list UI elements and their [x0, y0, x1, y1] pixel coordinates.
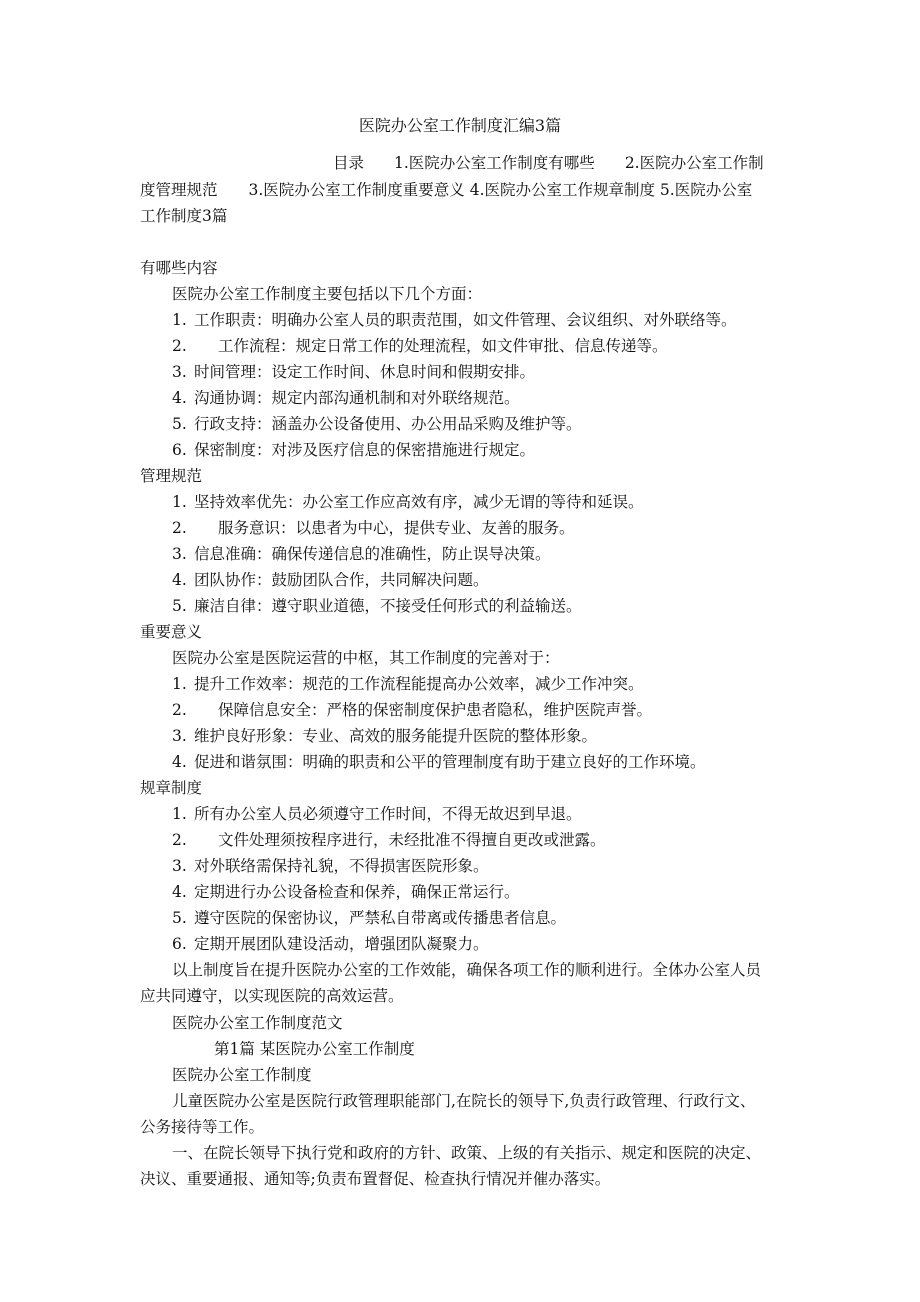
- paragraph-1-line-1: 儿童医院办公室是医院行政管理职能部门,在院长的领导下,负责行政管理、行政行文、: [172, 1092, 756, 1110]
- item-text: 行政支持：涵盖办公设备使用、办公用品采购及维护等。: [194, 415, 582, 433]
- list-item: [172, 596, 582, 616]
- item-number: 1.: [172, 805, 187, 823]
- list-item: [172, 388, 520, 408]
- part-title: 第1篇 某医院办公室工作制度: [214, 1040, 415, 1058]
- item-number: 1.: [172, 493, 187, 511]
- item-number: 4.: [172, 571, 187, 589]
- toc-label: 目录: [333, 154, 365, 172]
- section-heading-rules: 规章制度: [140, 779, 203, 797]
- item-text: 对外联络需保持礼貌，不得损害医院形象。: [194, 857, 489, 875]
- item-number: 6.: [172, 441, 187, 459]
- item-number: 2.: [172, 831, 187, 849]
- toc-line-1: [333, 153, 764, 173]
- summary-line-2: 应共同遵守，以实现医院的高效运营。: [140, 987, 404, 1005]
- list-item: [172, 856, 489, 876]
- list-item: [172, 570, 489, 590]
- item-number: 5.: [172, 909, 187, 927]
- item-number: 1.: [172, 675, 187, 693]
- item-number: 1.: [172, 311, 187, 329]
- item-text: 服务意识：以患者为中心，提供专业、友善的服务。: [218, 519, 575, 537]
- section-heading-contents: 有哪些内容: [140, 259, 218, 277]
- list-item: [172, 336, 668, 356]
- item-text: 保障信息安全：严格的保密制度保护患者隐私，维护医院声誉。: [218, 701, 653, 719]
- item-text: 团队协作：鼓励团队合作，共同解决问题。: [194, 571, 489, 589]
- item-number: 2.: [172, 519, 187, 537]
- item-text: 维护良好形象：专业、高效的服务能提升医院的整体形象。: [194, 727, 598, 745]
- item-number: 6.: [172, 935, 187, 953]
- item-number: 2.: [172, 337, 187, 355]
- item-number: 5.: [172, 597, 187, 615]
- paragraph-2-line-1: 一、在院长领导下执行党和政府的方针、政策、上级的有关指示、规定和医院的决定、: [172, 1144, 762, 1162]
- item-text: 遵守医院的保密协议，严禁私自带离或传播患者信息。: [194, 909, 567, 927]
- list-item: [172, 804, 582, 824]
- item-text: 定期开展团队建设活动，增强团队凝聚力。: [194, 935, 489, 953]
- list-item: [172, 362, 535, 382]
- section-heading-significance: 重要意义: [140, 623, 203, 641]
- sample-heading: 医院办公室工作制度范文: [172, 1014, 343, 1032]
- list-item: [172, 752, 706, 772]
- item-number: 3.: [172, 545, 187, 563]
- list-item: [172, 726, 597, 746]
- list-item: [172, 310, 737, 330]
- item-text: 工作流程：规定日常工作的处理流程，如文件审批、信息传递等。: [218, 337, 668, 355]
- list-item: [172, 934, 489, 954]
- toc-line-2[interactable]: 度管理规范 3.医院办公室工作制度重要意义 4.医院办公室工作规章制度 5.医院办公室: [140, 181, 753, 199]
- list-item: [172, 414, 582, 434]
- item-text: 保密制度：对涉及医疗信息的保密措施进行规定。: [194, 441, 536, 459]
- item-text: 工作职责：明确办公室人员的职责范围，如文件管理、会议组织、对外联络等。: [194, 311, 737, 329]
- item-text: 廉洁自律：遵守职业道德，不接受任何形式的利益输送。: [194, 597, 582, 615]
- item-text: 所有办公室人员必须遵守工作时间，不得无故迟到早退。: [194, 805, 582, 823]
- list-item: [172, 492, 644, 512]
- section-intro: 医院办公室工作制度主要包括以下几个方面：: [172, 285, 483, 303]
- list-item: [172, 674, 644, 694]
- item-text: 提升工作效率：规范的工作流程能提高办公效率，减少工作冲突。: [194, 675, 644, 693]
- item-text: 促进和谐氛围：明确的职责和公平的管理制度有助于建立良好的工作环境。: [194, 753, 706, 771]
- paragraph-1-line-2: 公务接待等工作。: [140, 1118, 265, 1136]
- item-text: 信息准确：确保传递信息的准确性，防止误导决策。: [194, 545, 551, 563]
- item-text: 时间管理：设定工作时间、休息时间和假期安排。: [194, 363, 536, 381]
- toc-line-3[interactable]: 工作制度3篇: [140, 207, 228, 225]
- item-number: 4.: [172, 389, 187, 407]
- item-number: 2.: [172, 701, 187, 719]
- doc-title: 医院办公室工作制度: [172, 1066, 312, 1084]
- list-item: [172, 830, 606, 850]
- list-item: [172, 908, 566, 928]
- document-title: 医院办公室工作制度汇编3篇: [358, 116, 562, 135]
- toc-entry-1[interactable]: 1.医院办公室工作制度有哪些: [394, 154, 595, 172]
- item-number: 4.: [172, 753, 187, 771]
- item-number: 3.: [172, 727, 187, 745]
- paragraph-2-line-2: 决议、重要通报、通知等;负责布置督促、检查执行情况并催办落实。: [140, 1170, 611, 1188]
- item-number: 3.: [172, 857, 187, 875]
- list-item: [172, 518, 575, 538]
- toc-entry-2[interactable]: 2.医院办公室工作制: [624, 154, 764, 172]
- list-item: [172, 700, 652, 720]
- item-text: 文件处理须按程序进行，未经批准不得擅自更改或泄露。: [218, 831, 606, 849]
- list-item: [172, 544, 551, 564]
- section-intro: 医院办公室是医院运营的中枢，其工作制度的完善对于：: [172, 649, 560, 667]
- item-number: 4.: [172, 883, 187, 901]
- item-number: 5.: [172, 415, 187, 433]
- list-item: [172, 440, 535, 460]
- section-heading-management: 管理规范: [140, 467, 203, 485]
- list-item: [172, 882, 520, 902]
- item-number: 3.: [172, 363, 187, 381]
- item-text: 定期进行办公设备检查和保养，确保正常运行。: [194, 883, 520, 901]
- item-text: 沟通协调：规定内部沟通机制和对外联络规范。: [194, 389, 520, 407]
- item-text: 坚持效率优先：办公室工作应高效有序，减少无谓的等待和延误。: [194, 493, 644, 511]
- summary-line-1: 以上制度旨在提升医院办公室的工作效能，确保各项工作的顺利进行。全体办公室人员: [172, 961, 762, 979]
